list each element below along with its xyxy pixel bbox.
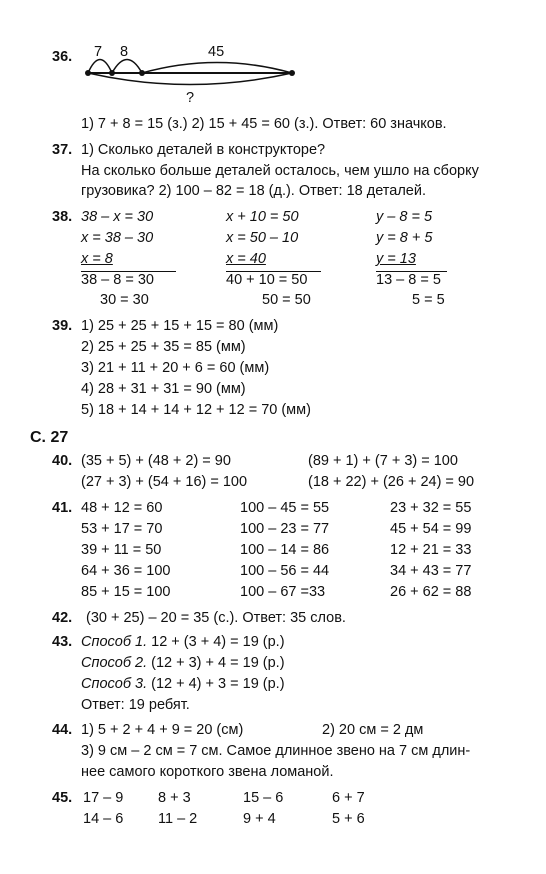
p41-c3-r2: 45 + 54 = 99 (390, 521, 472, 537)
p45-r2-c1: 14 – 6 (83, 811, 124, 827)
problem-40-number: 40. (52, 453, 73, 469)
p41-c2-r3: 100 – 14 = 86 (240, 542, 330, 558)
arc-total (88, 73, 292, 85)
section-header: С. 27 (30, 429, 69, 446)
p45-r1-c3: 15 – 6 (243, 790, 284, 806)
problem-39-line4: 4) 28 + 31 + 31 = 90 (мм) (81, 381, 246, 397)
problem-37-line2: На сколько больше деталей осталось, чем ушло на сборку (81, 163, 479, 179)
p41-c1-r4: 64 + 36 = 100 (81, 563, 171, 579)
problem-39-line1: 1) 25 + 25 + 15 + 15 = 80 (мм) (81, 318, 279, 334)
point-start (85, 70, 91, 76)
p41-c3-r4: 34 + 43 = 77 (390, 563, 472, 579)
problem-40-right-1: (89 + 1) + (7 + 3) = 100 (308, 453, 458, 469)
problem-40-left-2: (27 + 3) + (54 + 16) = 100 (81, 474, 248, 490)
p45-r1-c2: 8 + 3 (158, 790, 191, 806)
p41-c1-r1: 48 + 12 = 60 (81, 500, 163, 516)
problem-37-number: 37. (52, 142, 73, 158)
problem-43-way3 (81, 676, 285, 692)
eq3-line3: y = 13 (376, 251, 416, 267)
p41-c3-r3: 12 + 21 = 33 (390, 542, 472, 558)
way2-label: Способ 2. (81, 655, 148, 671)
eq1-line3: x = 8 (81, 251, 113, 267)
eq1-result: 30 = 30 (100, 292, 149, 308)
problem-39-line5: 5) 18 + 14 + 14 + 12 + 12 = 70 (мм) (81, 402, 311, 418)
p45-r2-c3: 9 + 4 (243, 811, 276, 827)
point-a (109, 70, 115, 76)
way2-expr: (12 + 3) + 4 = 19 (р.) (151, 655, 285, 671)
problem-36-number: 36. (52, 49, 73, 65)
problem-41-number: 41. (52, 500, 73, 516)
eq2-result: 50 = 50 (262, 292, 311, 308)
way1-expr: 12 + (3 + 4) = 19 (р.) (151, 634, 285, 650)
problem-44-part1: 1) 5 + 2 + 4 + 9 = 20 (см) (81, 722, 244, 738)
problem-43-number: 43. (52, 634, 73, 650)
problem-44-part2: 2) 20 см = 2 дм (322, 722, 424, 738)
problem-42-number: 42. (52, 610, 73, 626)
p45-r2-c2: 11 – 2 (158, 811, 198, 827)
arc-45 (142, 63, 292, 74)
problem-40-left-1: (35 + 5) + (48 + 2) = 90 (81, 453, 231, 469)
diagram-label-b: 8 (120, 44, 129, 60)
arc-7 (88, 60, 112, 74)
eq3-result: 5 = 5 (412, 292, 445, 308)
problem-36-solution: 1) 7 + 8 = 15 (з.) 2) 15 + 45 = 60 (з.). Ответ: 60 значков. (81, 116, 447, 132)
eq2-line1: x + 10 = 50 (226, 209, 299, 225)
p45-r1-c4: 6 + 7 (332, 790, 365, 806)
problem-43-way1 (81, 634, 285, 650)
problem-45-number: 45. (52, 790, 73, 806)
point-b (139, 70, 145, 76)
eq3-check: 13 – 8 = 5 (376, 271, 447, 288)
problem-37-line3: грузовика? 2) 100 – 82 = 18 (д.). Ответ: 18 деталей. (81, 183, 426, 199)
p45-r2-c4: 5 + 6 (332, 811, 365, 827)
p41-c1-r5: 85 + 15 = 100 (81, 584, 171, 600)
p41-c1-r3: 39 + 11 = 50 (81, 542, 162, 558)
way3-label: Способ 3. (81, 676, 148, 692)
problem-44-line3: нее самого короткого звена ломаной. (81, 764, 334, 780)
p41-c2-r5: 100 – 67 =33 (240, 584, 326, 600)
eq1-line2: x = 38 – 30 (81, 230, 154, 246)
eq3-line1: y – 8 = 5 (376, 209, 433, 225)
problem-39-number: 39. (52, 318, 73, 334)
eq2-check: 40 + 10 = 50 (226, 271, 321, 288)
problem-43-way2 (81, 655, 285, 671)
problem-39-line3: 3) 21 + 11 + 20 + 6 = 60 (мм) (81, 360, 270, 376)
problem-39-line2: 2) 25 + 25 + 35 = 85 (мм) (81, 339, 246, 355)
problem-40-right-2: (18 + 22) + (26 + 24) = 90 (308, 474, 475, 490)
problem-42-solution: (30 + 25) – 20 = 35 (с.). Ответ: 35 слов. (86, 610, 346, 626)
p41-c2-r2: 100 – 23 = 77 (240, 521, 330, 537)
diagram-label-q: ? (186, 90, 195, 106)
p41-c2-r1: 100 – 45 = 55 (240, 500, 330, 516)
problem-44-number: 44. (52, 722, 73, 738)
eq2-line3: x = 40 (226, 251, 266, 267)
diagram-label-a: 7 (94, 44, 103, 60)
eq3-line2: y = 8 + 5 (376, 230, 433, 246)
p41-c2-r4: 100 – 56 = 44 (240, 563, 330, 579)
problem-38-number: 38. (52, 209, 73, 225)
point-end (289, 70, 295, 76)
segment-diagram (0, 0, 546, 120)
diagram-label-c: 45 (208, 44, 225, 60)
problem-43-answer: Ответ: 19 ребят. (81, 697, 190, 713)
p41-c3-r5: 26 + 62 = 88 (390, 584, 472, 600)
way1-label: Способ 1. (81, 634, 148, 650)
p45-r1-c1: 17 – 9 (83, 790, 124, 806)
eq1-line1: 38 – x = 30 (81, 209, 154, 225)
arc-8 (112, 60, 142, 74)
problem-44-line2: 3) 9 см – 2 см = 7 см. Самое длинное звено на 7 см длин- (81, 743, 471, 759)
eq2-line2: x = 50 – 10 (226, 230, 299, 246)
eq1-check: 38 – 8 = 30 (81, 271, 176, 288)
p41-c3-r1: 23 + 32 = 55 (390, 500, 472, 516)
p41-c1-r2: 53 + 17 = 70 (81, 521, 163, 537)
way3-expr: (12 + 4) + 3 = 19 (р.) (151, 676, 285, 692)
problem-37-line1: 1) Сколько деталей в конструкторе? (81, 142, 326, 158)
